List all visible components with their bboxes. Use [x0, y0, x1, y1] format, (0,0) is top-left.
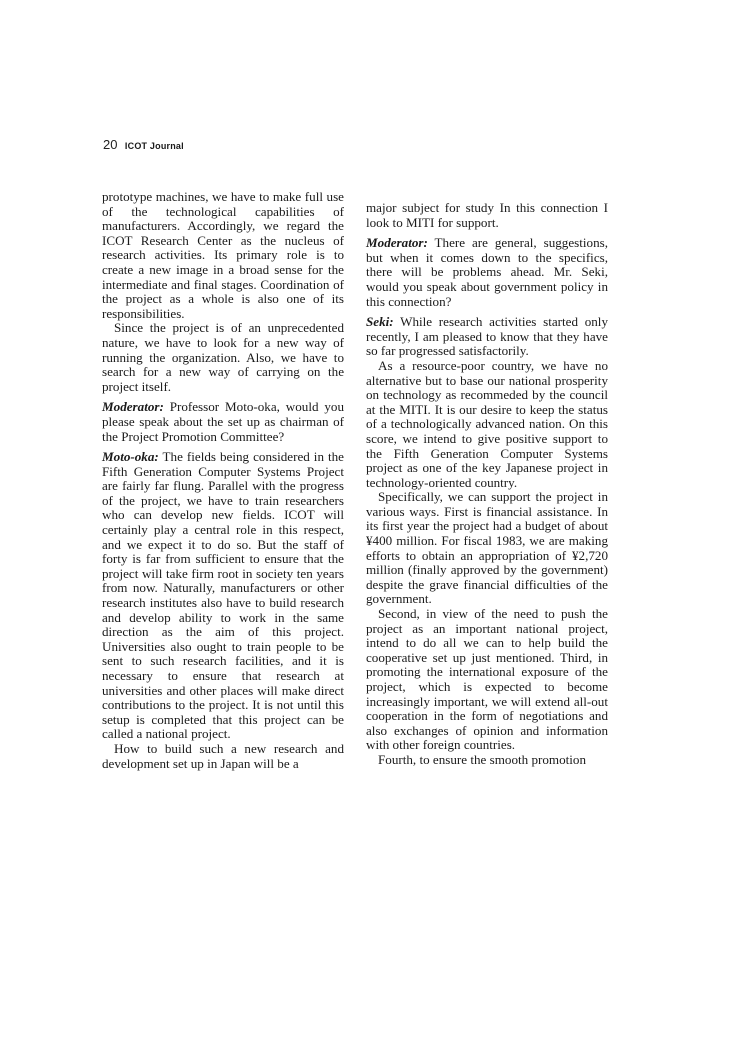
- journal-name: ICOT Journal: [124, 141, 184, 151]
- dialogue-paragraph: [102, 450, 344, 742]
- dialogue-paragraph: [366, 315, 608, 359]
- left-column: [102, 190, 344, 771]
- dialogue-paragraph: [366, 236, 608, 309]
- dialogue-paragraph: [102, 400, 344, 444]
- paragraph: Fourth, to ensure the smooth promotion: [378, 751, 587, 767]
- dialogue-text: Professor Moto-oka, would you please speak about the set up as chairman of the Project Promotion Committee?: [102, 399, 344, 444]
- speaker-label: Seki:: [366, 314, 394, 330]
- page-number: 20: [103, 137, 118, 152]
- paragraph: As a resource-poor country, we have no alternative but to base our national prosperity on technology as recommeded by the council at the MITI. It is our desire to keep the status of a technologically advanced nation. On this score, we intend to give positive support to the Fifth Generation Computer Systems project as one of the key Japanese project in technology-oriented country.: [366, 357, 608, 490]
- paragraph: Specifically, we can support the project in various ways. First is financial assistance. In its first year the project had a budget of about ¥400 million. For fiscal 1983, we are making efforts to obtain an appropriation of ¥2,720 million (finally approved by the government) despite the grave financial difficulties of the government.: [366, 489, 608, 607]
- paragraph: Since the project is of an unprecedented nature, we have to look for a new way of running the organization. Also, we have to search for a new way of carrying on the project itself.: [102, 320, 344, 394]
- running-header: [103, 136, 184, 154]
- speaker-label: Moderator:: [366, 235, 428, 251]
- speaker-label: Moto-oka:: [102, 449, 159, 465]
- dialogue-text: While research activities started only recently, I am pleased to know that they have so far progressed satisfactorily.: [366, 314, 608, 359]
- paragraph: major subject for study In this connection I look to MITI for support.: [366, 200, 608, 230]
- paragraph: Second, in view of the need to push the project as an important national project, intend to do all we can to help build the cooperative set up just mentioned. Third, in promoting the international exposure of the project, which is expected to become increasingly important, we will extend all-out cooperation in the form of negotiations and also exchanges of opinion and information with other foreign countries.: [366, 606, 608, 753]
- dialogue-text: There are general, suggestions, but when it comes down to the specifics, there will be problems ahead. Mr. Seki, would you speak about government policy in this connection?: [366, 235, 608, 309]
- paragraph: prototype machines, we have to make full use of the technological capabilities of manufacturers. Accordingly, we regard the ICOT Research Center as the nucleus of research activities. Its primary role is to create a new image in a broad sense for the intermediate and final stages. Coordination of the project as a whole is also one of its responsibilities.: [102, 189, 344, 321]
- speaker-label: Moderator:: [102, 399, 164, 415]
- dialogue-text: The fields being considered in the Fifth Generation Computer Systems Project are fairly far flung. Parallel with the progress of the project, we have to train researchers who can develop new fields. ICOT will certainly play a central role in this respect, and we expect it to do so. But the staff of forty is far from sufficient to ensure that the project will take firm root in society ten years from now. Naturally, manufacturers or other research institutes also have to build research and develop ability to work in the same direction as the aim of this project. Universities also ought to train people to be sent to such research facilities, and it is necessary to ensure that research at universities and other places will make direct contributions to the project. It is not until this setup is completed that this project can be called a national project.: [102, 449, 344, 742]
- right-column: [366, 201, 608, 768]
- paragraph: How to build such a new research and development set up in Japan will be a: [102, 740, 344, 771]
